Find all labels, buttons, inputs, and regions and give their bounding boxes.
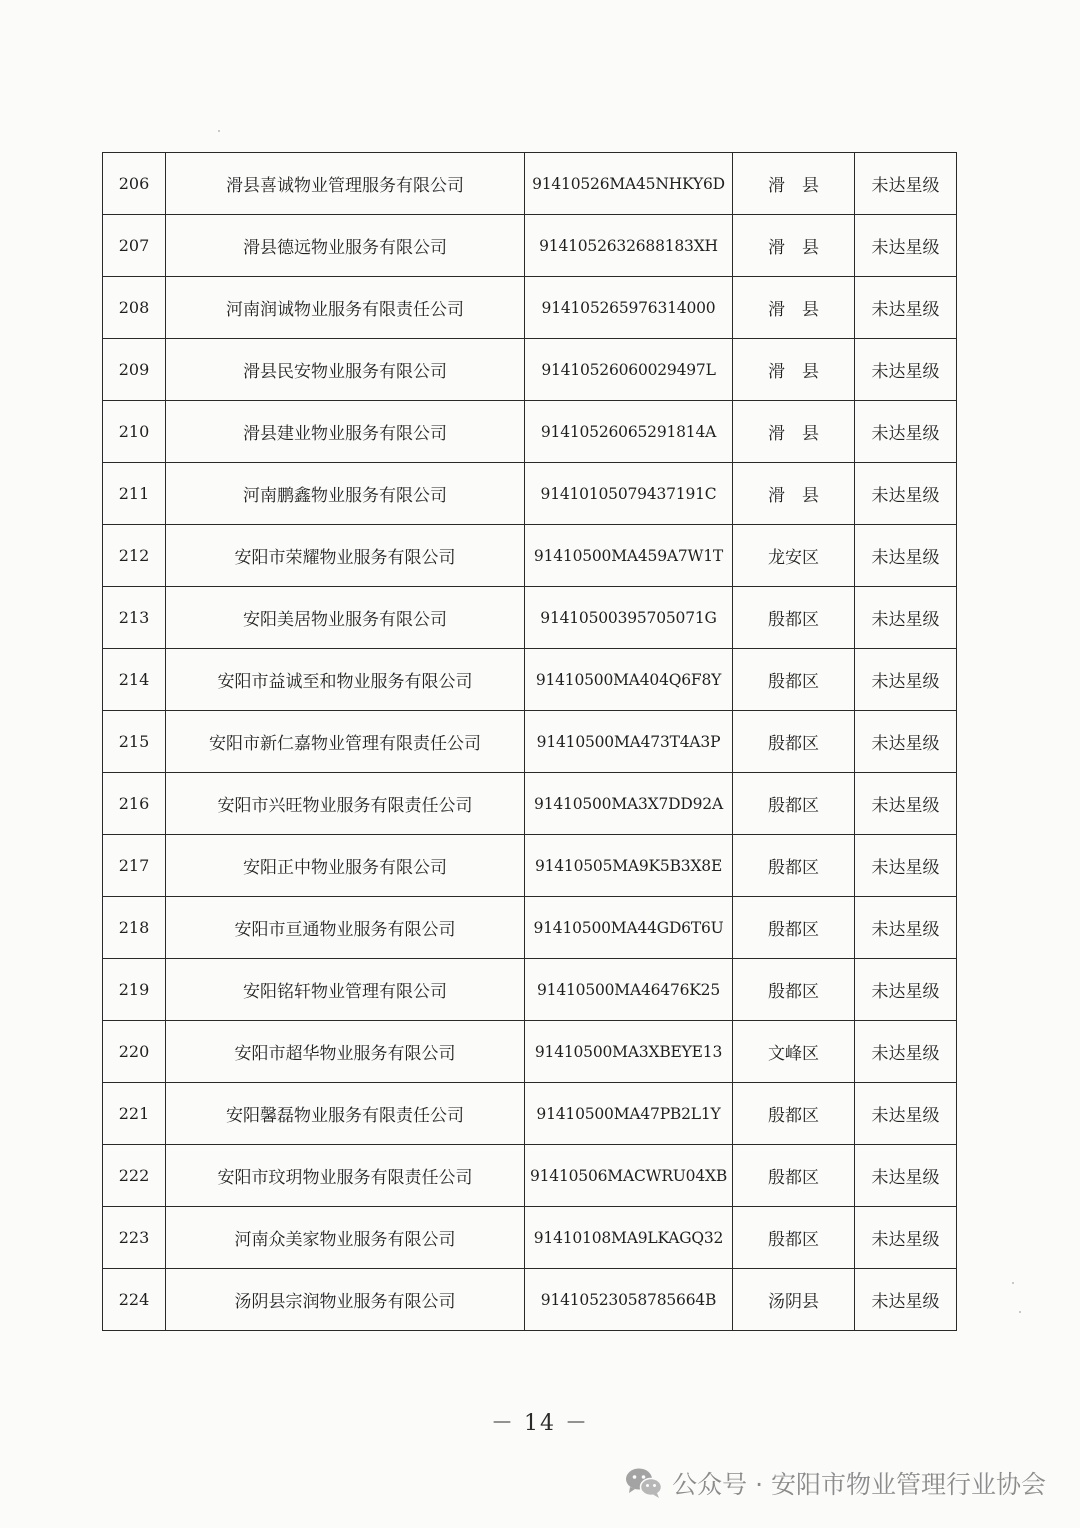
table-row — [103, 897, 957, 959]
credit-code-cell: 91410500MA44GD6T6U — [525, 897, 733, 959]
table-row — [103, 525, 957, 587]
company-name-cell: 安阳铭轩物业管理有限公司 — [166, 959, 525, 1021]
company-name-cell: 安阳正中物业服务有限公司 — [166, 835, 525, 897]
scan-speck — [218, 130, 220, 132]
row-number-cell: 209 — [103, 339, 166, 401]
rating-cell: 未达星级 — [855, 1083, 957, 1145]
rating-cell: 未达星级 — [855, 401, 957, 463]
table-row — [103, 339, 957, 401]
credit-code-cell: 91410500MA473T4A3P — [525, 711, 733, 773]
scan-speck — [1012, 1282, 1014, 1284]
district-cell: 殷都区 — [733, 897, 855, 959]
row-number-cell: 220 — [103, 1021, 166, 1083]
credit-code-cell: 914105265976314000 — [525, 277, 733, 339]
watermark — [624, 1463, 1046, 1503]
district-cell: 殷都区 — [733, 711, 855, 773]
company-name-cell: 河南润诚物业服务有限责任公司 — [166, 277, 525, 339]
credit-code-cell: 9141052632688183XH — [525, 215, 733, 277]
district-cell: 殷都区 — [733, 587, 855, 649]
table-row — [103, 463, 957, 525]
credit-code-cell: 91410105079437191C — [525, 463, 733, 525]
page-number: － 14 － — [491, 1411, 589, 1436]
credit-code-cell: 91410500MA47PB2L1Y — [525, 1083, 733, 1145]
company-name-cell: 滑县建业物业服务有限公司 — [166, 401, 525, 463]
rating-cell: 未达星级 — [855, 959, 957, 1021]
rating-cell: 未达星级 — [855, 835, 957, 897]
company-name-cell: 安阳市亘通物业服务有限公司 — [166, 897, 525, 959]
table-row — [103, 277, 957, 339]
credit-code-cell: 91410500MA3X7DD92A — [525, 773, 733, 835]
credit-code-cell: 91410500MA46476K25 — [525, 959, 733, 1021]
rating-cell: 未达星级 — [855, 153, 957, 215]
credit-code-cell: 91410500MA459A7W1T — [525, 525, 733, 587]
rating-cell: 未达星级 — [855, 339, 957, 401]
company-name-cell: 汤阴县宗润物业服务有限公司 — [166, 1269, 525, 1331]
scan-speck — [1019, 1311, 1021, 1313]
rating-cell: 未达星级 — [855, 1145, 957, 1207]
district-cell: 殷都区 — [733, 649, 855, 711]
row-number-cell: 221 — [103, 1083, 166, 1145]
credit-code-cell: 91410526060029497L — [525, 339, 733, 401]
company-name-cell: 滑县喜诚物业管理服务有限公司 — [166, 153, 525, 215]
district-cell: 滑 县 — [733, 339, 855, 401]
rating-cell: 未达星级 — [855, 773, 957, 835]
district-cell: 滑 县 — [733, 215, 855, 277]
credit-code-cell: 91410505MA9K5B3X8E — [525, 835, 733, 897]
rating-cell: 未达星级 — [855, 1207, 957, 1269]
row-number-cell: 211 — [103, 463, 166, 525]
district-cell: 殷都区 — [733, 1145, 855, 1207]
district-cell: 滑 县 — [733, 401, 855, 463]
row-number-cell: 213 — [103, 587, 166, 649]
table-row — [103, 1207, 957, 1269]
row-number-cell: 217 — [103, 835, 166, 897]
district-cell: 滑 县 — [733, 153, 855, 215]
rating-cell: 未达星级 — [855, 215, 957, 277]
table-row — [103, 1269, 957, 1331]
rating-cell: 未达星级 — [855, 649, 957, 711]
credit-code-cell: 91410500395705071G — [525, 587, 733, 649]
district-cell: 殷都区 — [733, 1083, 855, 1145]
table-row — [103, 1145, 957, 1207]
company-name-cell: 河南众美家物业服务有限公司 — [166, 1207, 525, 1269]
company-name-cell: 安阳市荣耀物业服务有限公司 — [166, 525, 525, 587]
credit-code-cell: 91410526065291814A — [525, 401, 733, 463]
table-row — [103, 215, 957, 277]
company-name-cell: 安阳市新仁嘉物业管理有限责任公司 — [166, 711, 525, 773]
table-row — [103, 959, 957, 1021]
rating-cell: 未达星级 — [855, 1269, 957, 1331]
row-number-cell: 207 — [103, 215, 166, 277]
row-number-cell: 215 — [103, 711, 166, 773]
table-row — [103, 649, 957, 711]
row-number-cell: 219 — [103, 959, 166, 1021]
district-cell: 汤阴县 — [733, 1269, 855, 1331]
credit-code-cell: 91410500MA404Q6F8Y — [525, 649, 733, 711]
company-name-cell: 安阳市超华物业服务有限公司 — [166, 1021, 525, 1083]
rating-cell: 未达星级 — [855, 277, 957, 339]
row-number-cell: 206 — [103, 153, 166, 215]
district-cell: 文峰区 — [733, 1021, 855, 1083]
row-number-cell: 222 — [103, 1145, 166, 1207]
row-number-cell: 224 — [103, 1269, 166, 1331]
enterprise-rating-table — [102, 152, 957, 1331]
table-row — [103, 835, 957, 897]
company-name-cell: 安阳市益诚至和物业服务有限公司 — [166, 649, 525, 711]
row-number-cell: 218 — [103, 897, 166, 959]
rating-cell: 未达星级 — [855, 587, 957, 649]
row-number-cell: 223 — [103, 1207, 166, 1269]
district-cell: 殷都区 — [733, 1207, 855, 1269]
company-name-cell: 河南鹏鑫物业服务有限公司 — [166, 463, 525, 525]
credit-code-cell: 91410506MACWRU04XB — [525, 1145, 733, 1207]
table-body — [103, 153, 957, 1331]
wechat-icon — [624, 1466, 664, 1500]
district-cell: 龙安区 — [733, 525, 855, 587]
credit-code-cell: 91410526MA45NHKY6D — [525, 153, 733, 215]
company-name-cell: 滑县民安物业服务有限公司 — [166, 339, 525, 401]
table-row — [103, 711, 957, 773]
district-cell: 滑 县 — [733, 277, 855, 339]
district-cell: 殷都区 — [733, 835, 855, 897]
district-cell: 滑 县 — [733, 463, 855, 525]
district-cell: 殷都区 — [733, 959, 855, 1021]
table-row — [103, 1021, 957, 1083]
district-cell: 殷都区 — [733, 773, 855, 835]
row-number-cell: 216 — [103, 773, 166, 835]
credit-code-cell: 91410523058785664B — [525, 1269, 733, 1331]
table-row — [103, 401, 957, 463]
row-number-cell: 210 — [103, 401, 166, 463]
watermark-text: 公众号 · 安阳市物业管理行业协会 — [672, 1470, 1046, 1499]
rating-cell: 未达星级 — [855, 1021, 957, 1083]
company-name-cell: 安阳市玟玥物业服务有限责任公司 — [166, 1145, 525, 1207]
row-number-cell: 208 — [103, 277, 166, 339]
rating-cell: 未达星级 — [855, 711, 957, 773]
table-row — [103, 587, 957, 649]
rating-cell: 未达星级 — [855, 897, 957, 959]
rating-cell: 未达星级 — [855, 463, 957, 525]
company-name-cell: 安阳美居物业服务有限公司 — [166, 587, 525, 649]
company-name-cell: 滑县德远物业服务有限公司 — [166, 215, 525, 277]
row-number-cell: 212 — [103, 525, 166, 587]
credit-code-cell: 91410500MA3XBEYE13 — [525, 1021, 733, 1083]
table-row — [103, 153, 957, 215]
company-name-cell: 安阳市兴旺物业服务有限责任公司 — [166, 773, 525, 835]
row-number-cell: 214 — [103, 649, 166, 711]
credit-code-cell: 91410108MA9LKAGQ32 — [525, 1207, 733, 1269]
table-row — [103, 773, 957, 835]
company-name-cell: 安阳馨磊物业服务有限责任公司 — [166, 1083, 525, 1145]
table-row — [103, 1083, 957, 1145]
rating-cell: 未达星级 — [855, 525, 957, 587]
